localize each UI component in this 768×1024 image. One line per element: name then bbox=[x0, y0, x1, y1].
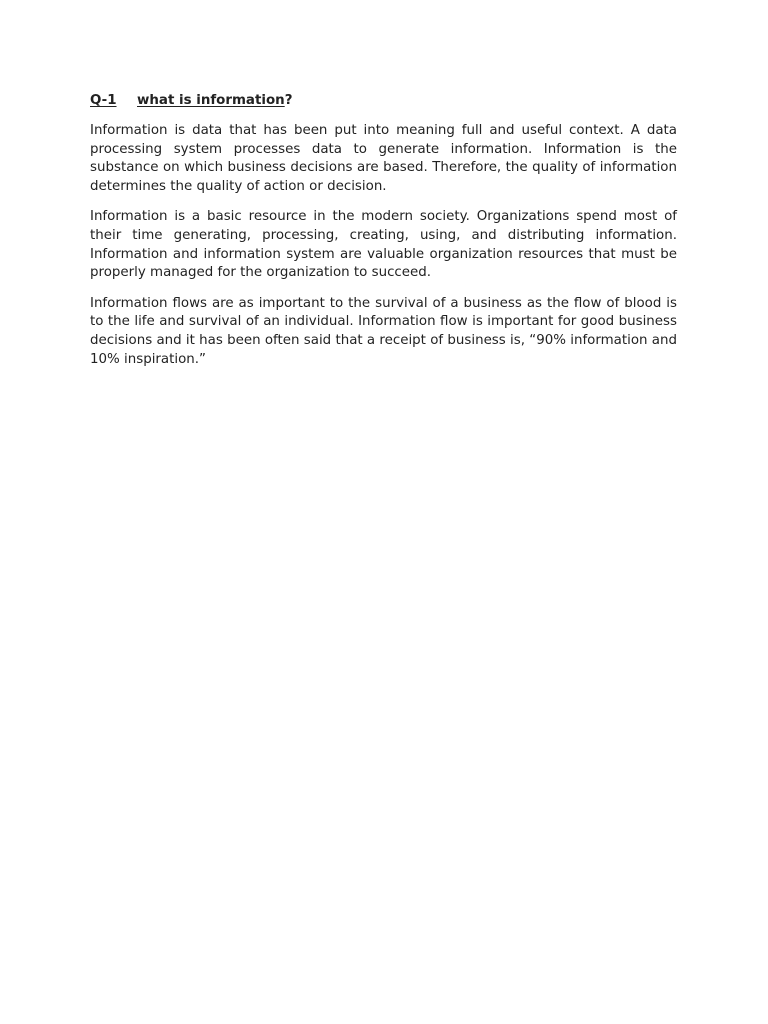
question-text: what is information bbox=[137, 93, 285, 108]
paragraph-2: Information is a basic resource in the modern society. Organizations spend most of their time generating, processing, creating, using, and distributing information. Information and information system are valuable organization resources that must be properly managed for the organization to succeed. bbox=[90, 209, 677, 281]
question-heading bbox=[90, 92, 677, 110]
paragraph-1: Information is data that has been put into meaning full and useful context. A data processing system processes data to generate information. Information is the substance on which business decisions are based. Therefore, the quality of information determines the quality of action or decision. bbox=[90, 123, 677, 194]
paragraph-3: Information flows are as important to the survival of a business as the flow of blood is to the life and survival of an individual. Information flow is important for good business decisions and it has been often said that a receipt of business is, “90% information and 10% inspiration.” bbox=[90, 295, 677, 367]
question-number: Q-1 bbox=[90, 93, 117, 108]
question-mark: ? bbox=[284, 93, 293, 108]
document-page bbox=[90, 92, 677, 381]
